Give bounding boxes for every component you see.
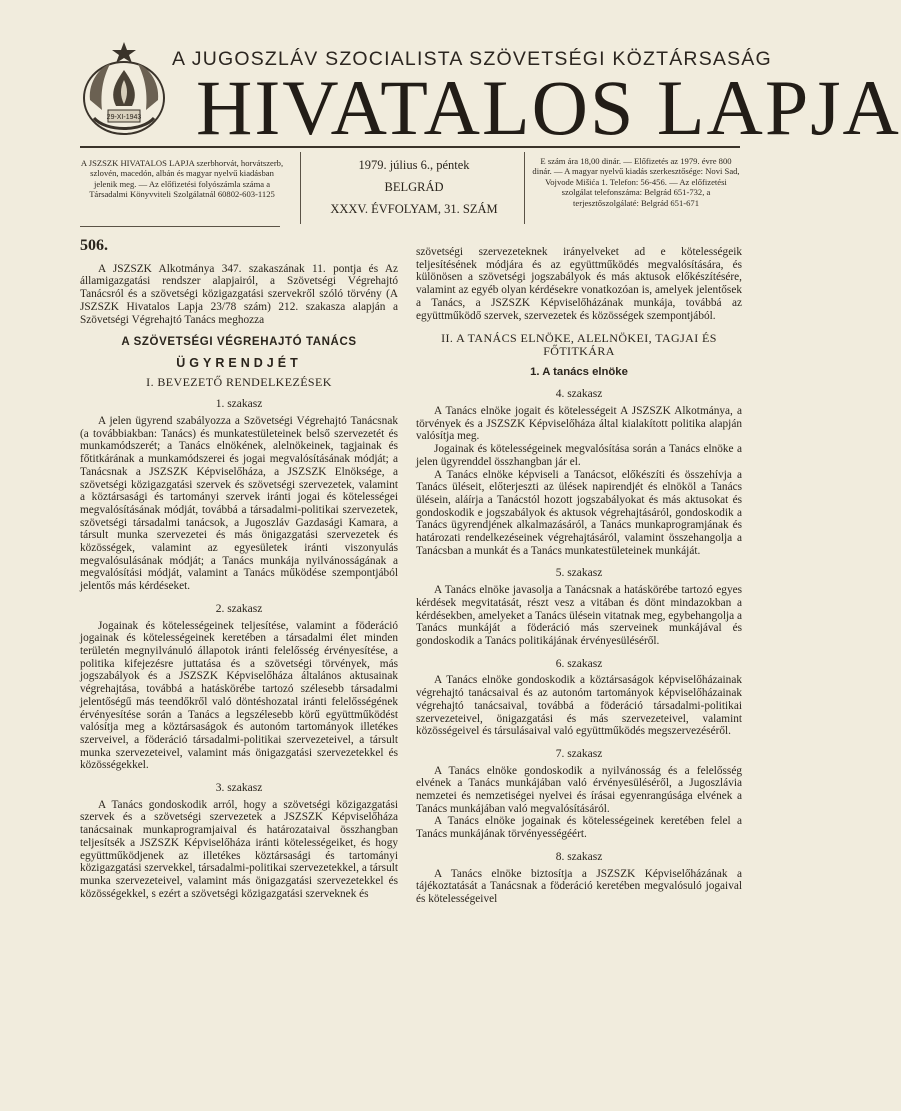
emblem-date: 29-XI-1943 xyxy=(106,114,142,121)
section-text: A Tanács elnöke javasolja a Tanácsnak a hatáskörébe tartozó egyes kérdések megvitatását, részt vesz a vitában és dönt mindazokban a kérdésekben, amelyeket a Tanács ülésein vitatnak meg, egybehangolja a Tanács munkáját a föderáció más szerveinek munkájával és gondoskodik a Tanács politikájának érvényesüléséről. xyxy=(416,584,742,647)
header-separator xyxy=(524,152,525,224)
section-title: 3. szakasz xyxy=(215,782,263,795)
right-column xyxy=(416,246,742,906)
section-text: A jelen ügyrend szabályozza a Szövetségi Végrehajtó Tanácsnak (a továbbiakban: Tanács) és munkatestületeinek belső szervezetét és munkamódszerét; a Tanács elnökének, alelnökeinek, tagjainak és főtitkárának a munkamódszerei és jogai megvalósításának módját; a Tanácsnak a JSZSZK Képviselőháza, a JSZSZK Elnöksége, a szövetségi közigazgatási szervek és szövetségi szervezetek, valamint a köztársasági és tartományi szervek iránti jogai és kötelességei megvalósításának módját, továbbá a társadalmi-politikai szervezetek, szövetségi társadalmi tanácsok, a Jugoszláv Gazdasági Kamara, a társult munka szervezetei és más önigazgatási szervezetek és közösségek, valamint az egyesületek iránti viszonyulás megvalósulásának módját; a Tanács munkája nyilvánosságának a megvalósítási módját, valamint a Tanács működése szempontjából jelentős más kérdéseket. xyxy=(80,415,398,593)
section-text: A Tanács gondoskodik arról, hogy a szövetségi közigazgatási szervek és a szövetségi szervezetek a JSZSZK Képviselőháza tanácsainak munkaprogramjaival és határozataival összhangban teljesítsék a JSZSZK Képviselőháza iránti kötelességeiket, és hogy együttműködjenek az illetékes köztársasági és tartományi közigazgatási szervekkel, társadalmi-politikai szervezetekkel, a társult munka szervezeteivel, valamint más önigazgatási szervezetekkel és közösségekkel, s ezért a szövetségi közigazgatási szerveknek és xyxy=(80,798,398,900)
section-text: A Tanács elnöke képviseli a Tanácsot, előkészíti és összehívja a Tanács üléseit, előterjeszti az ülések napirendjét és elnököl a Tanács ülésein, aláírja a Tanácstól hozott jogszabályokat és más aktusokat és gondoskodik e jogszabályok és aktusok végrehajtásáról, gondoskodik a Tanács ügyrendjének alkalmazásáról, a Tanács munkaprogramjának és határozati rendelkezéseinek végrehajtásáról, valamint összehangolja a Tanácsban a munkát és a Tanács munkatestületeinek munkáját. xyxy=(416,468,742,557)
rules-heading: ÜGYRENDJÉT xyxy=(176,355,302,370)
section-text: A Tanács elnöke gondoskodik a nyilvánosság és a felelősség elvének a Tanács munkájában való érvényesüléséről, a Jugoszlávia nemzetei és nemzetiségei nyelvei és írásai egyenrangúsága elvének a Tanács munkájában való megvalósításáról. xyxy=(416,764,742,815)
gazette-title: HIVATALOS LAPJA xyxy=(196,64,901,151)
chapter-subheading: 1. A tanács elnöke xyxy=(530,365,628,378)
section-title: 7. szakasz xyxy=(555,747,603,760)
section-text: Jogainak és kötelességeinek megvalósítása során a Tanács elnöke a jelen ügyrenddel összhangban jár el. xyxy=(416,443,742,468)
header-rule xyxy=(80,226,280,227)
continued-text: szövetségi szervezeteknek irányelveket ad e kötelességeik teljesítésének módjára és az együttműködés megvalósítására, és különösen a szövetségi jogszabályok és más aktusok előkészítésére, valamint az egyéb olyan kérdésekre vonatkozóan is, amelyek jelentősek a Tanács, a JSZSZK Képviselőházának munkája, továbbá az együttműködő szervek, szervezetek és közösségek szempontjából. xyxy=(416,246,742,322)
intro-paragraph: A JSZSZK Alkotmánya 347. szakaszának 11. pontja és Az államigazgatási rendszer alapjairól, a Szövetségi Végrehajtó Tanácsról és a szövetségi közigazgatási szervekről szóló törvény (A JSZSZK Hivatalos Lapja 23/78 szám) 212. szakasza alapján a Szövetségi Végrehajtó Tanács meghozza xyxy=(80,262,398,326)
masthead-rule xyxy=(80,146,740,148)
section-title: 4. szakasz xyxy=(555,388,603,401)
section-text: Jogainak és kötelességeinek teljesítése, valamint a föderáció jogainak és kötelességeinek keretében a társadalmi élet minden területén megnyilvánuló állapotok iránti felelősség érvényesítése, a politika kifejezésre juttatása és a szövetségi törvények, más jogszabályok és a JSZSZK Képviselőháza általános aktusainak végrehajtása, továbbá a hatáskörébe tartozó szélesebb társadalmi jelentőségű más teendőkről való döntéshozatal iránti felelősségének érvényesítése során a Tanács a legszélesebb körű együttműködést valósítja meg a köztársaságok és autonóm tartományok illetékes szerveivel, a föderáció társadalmi-politikai szervezeteivel, a társult munka szervezeteivel, valamint más önigazgatási szervezetekkel és közösségekkel. xyxy=(80,619,398,772)
section-text: A Tanács elnöke jogainak és kötelességeinek keretében felel a Tanács munkájának törvényességéért. xyxy=(416,815,742,841)
section-text: A Tanács elnöke jogait és kötelességeit A JSZSZK Alkotmánya, a törvények és a JSZSZK Képviselőháza által kialakított politika alapján valósítja meg. xyxy=(416,405,742,443)
chapter-heading: II. A TANÁCS ELNÖKE, ALELNÖKEI, TAGJAI ÉS FŐTITKÁRA xyxy=(441,331,717,358)
section-text: A Tanács elnöke gondoskodik a köztársaságok képviselőházainak végrehajtó tanácsaival és az autonóm tartományok képviselőházainak végrehajtó tanácsaival, továbbá a föderáció társadalmi-politikai szervezeteivel, önigazgatási és más szervezeteivel, valamint közösségeivel és társulásaival való együttműködés megszervezéséről. xyxy=(416,674,742,738)
republic-name: A JUGOSZLÁV SZOCIALISTA SZÖVETSÉGI KÖZTÁRSASÁG xyxy=(172,48,772,70)
section-title: 6. szakasz xyxy=(555,657,603,670)
issue-date: 1979. július 6., péntek xyxy=(358,158,470,172)
left-column xyxy=(80,237,398,900)
section-title: 1. szakasz xyxy=(215,398,263,411)
header-separator xyxy=(300,152,301,224)
issue-info xyxy=(312,158,516,224)
issue-volume: XXXV. ÉVFOLYAM, 31. SZÁM xyxy=(330,202,498,216)
section-text: A Tanács elnöke biztosítja a JSZSZK Képviselőházának a tájékoztatását a Tanácsnak a föderáció keretében megvalósuló jogaival és kötelességeivel xyxy=(416,867,742,905)
chapter-heading: I. BEVEZETŐ RENDELKEZÉSEK xyxy=(146,374,332,389)
section-title: 2. szakasz xyxy=(215,602,263,615)
coat-of-arms-emblem xyxy=(80,40,168,140)
section-title: 5. szakasz xyxy=(555,567,603,580)
council-heading: A SZÖVETSÉGI VÉGREHAJTÓ TANÁCS xyxy=(121,336,357,349)
price-info: E szám ára 18,00 dinár. — Előfizetés az 1979. évre 800 dinár. — A magyar nyelvű kiadás szerkesztősége: Novi Sad, Vojvode Mišića 1. Telefon: 56-456. — Az előfizetési szolgálat telefonszáma: Belgrád 651-732, a terjesztőszolgálaté: Belgrád 651-671 xyxy=(532,156,740,208)
publication-info: A JSZSZK HIVATALOS LAPJA szerbhorvát, horvátszerb, szlovén, macedón, albán és magyar nyelvű kiadásban jelenik meg. — Az előfizetési folyószámla száma a Társadalmi Könyvviteli Szolgálatnál 60802-603-1125 xyxy=(80,158,284,200)
section-title: 8. szakasz xyxy=(555,850,603,863)
document-number: 506. xyxy=(80,237,108,254)
issue-city: BELGRÁD xyxy=(384,180,444,194)
